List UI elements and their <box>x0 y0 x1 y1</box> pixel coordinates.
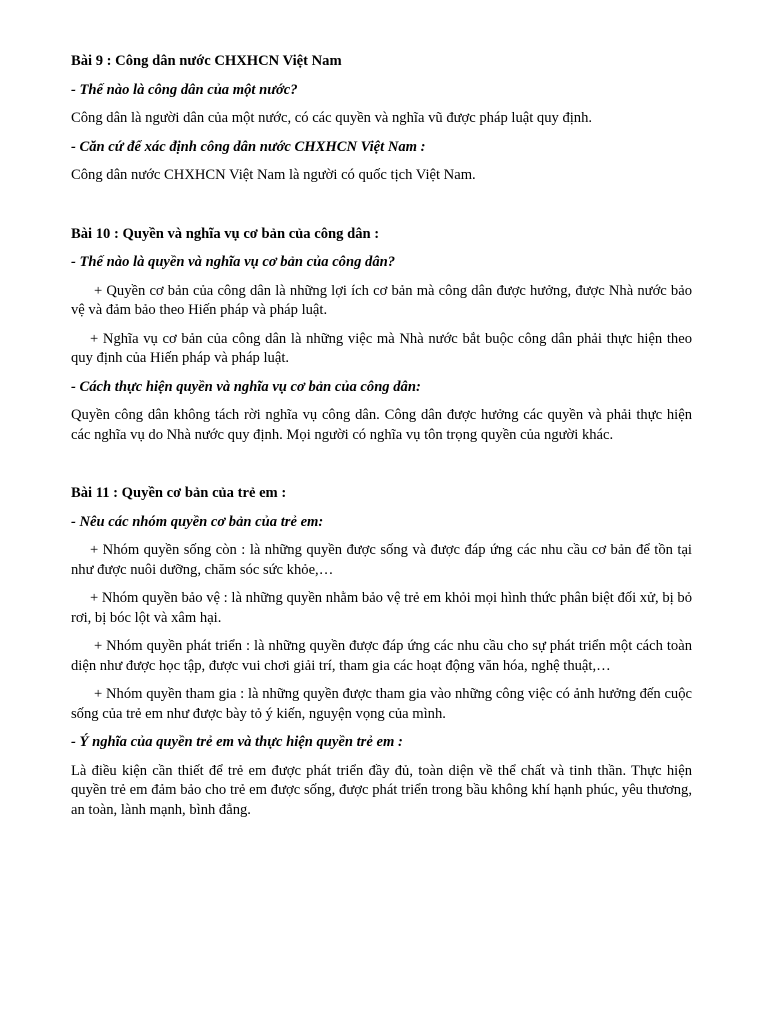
lesson-10 <box>71 225 692 446</box>
lesson-10-rights-paragraph: + Quyền cơ bản của công dân là những lợi ích cơ bản mà công dân được hưởng, được Nhà nước bảo vệ và đảm bảo theo Hiến pháp và pháp luật. <box>71 282 692 318</box>
lesson-11-question-1: - Nêu các nhóm quyền cơ bản của trẻ em: <box>71 513 324 530</box>
document-page <box>71 52 692 829</box>
lesson-11-question-2: - Ý nghĩa của quyền trẻ em và thực hiện quyền trẻ em : <box>71 734 403 750</box>
lesson-11-title: Bài 11 : Quyền cơ bản của trẻ em : <box>71 485 287 501</box>
lesson-11-answer-2: Là điều kiện cần thiết để trẻ em được phát triển đầy đủ, toàn diện về thể chất và tinh thần. Thực hiện quyền trẻ em đảm bảo cho trẻ em được sống, được phát triển trong bầu không khí hạnh phúc, yêu thương, an toàn, lành mạnh, bình đẳng. <box>71 762 692 818</box>
lesson-11-group-development: + Nhóm quyền phát triển : là những quyền được đáp ứng các nhu cầu cho sự phát triển một cách toàn diện như được học tập, được vui chơi giải trí, tham gia các hoạt động văn hóa, nghệ thuật,… <box>71 638 692 674</box>
lesson-10-title: Bài 10 : Quyền và nghĩa vụ cơ bản của công dân : <box>71 225 380 242</box>
lesson-10-question-1: - Thế nào là quyền và nghĩa vụ cơ bản của công dân? <box>71 254 396 270</box>
lesson-11 <box>71 484 692 820</box>
lesson-11-group-survival: + Nhóm quyền sống còn : là những quyền được sống và được đáp ứng các nhu cầu cơ bản để tồn tại như được nuôi dưỡng, chăm sóc sức khỏe,… <box>71 542 692 578</box>
lesson-10-question-2: - Cách thực hiện quyền và nghĩa vụ cơ bản của công dân: <box>71 378 421 395</box>
lesson-9-question-1: - Thế nào là công dân của một nước? <box>71 81 298 98</box>
lesson-10-answer-2: Quyền công dân không tách rời nghĩa vụ công dân. Công dân được hưởng các quyền và phải thực hiện các nghĩa vụ do Nhà nước quy định. Mọi người có nghĩa vụ tôn trọng quyền của người khác. <box>71 407 692 443</box>
lesson-11-group-protection: + Nhóm quyền bảo vệ : là những quyền nhằm bảo vệ trẻ em khỏi mọi hình thức phân biệt đối xử, bị bỏ rơi, bị bóc lột và xâm hại. <box>71 590 692 626</box>
lesson-9-answer-2: Công dân nước CHXHCN Việt Nam là người có quốc tịch Việt Nam. <box>71 167 476 183</box>
lesson-9-answer-1: Công dân là người dân của một nước, có các quyền và nghĩa vũ được pháp luật quy định. <box>71 110 593 126</box>
lesson-11-group-participation: + Nhóm quyền tham gia : là những quyền được tham gia vào những công việc có ảnh hưởng đến cuộc sống của trẻ em như được bày tỏ ý kiến, nguyện vọng của mình. <box>71 686 692 722</box>
lesson-9-question-2: - Căn cứ để xác định công dân nước CHXHCN Việt Nam : <box>71 138 426 155</box>
lesson-9-title: Bài 9 : Công dân nước CHXHCN Việt Nam <box>71 53 342 69</box>
lesson-9 <box>71 52 692 186</box>
lesson-10-duties-paragraph: + Nghĩa vụ cơ bản của công dân là những việc mà Nhà nước bắt buộc công dân phải thực hiện theo quy định của Hiến pháp và pháp luật. <box>71 330 692 366</box>
